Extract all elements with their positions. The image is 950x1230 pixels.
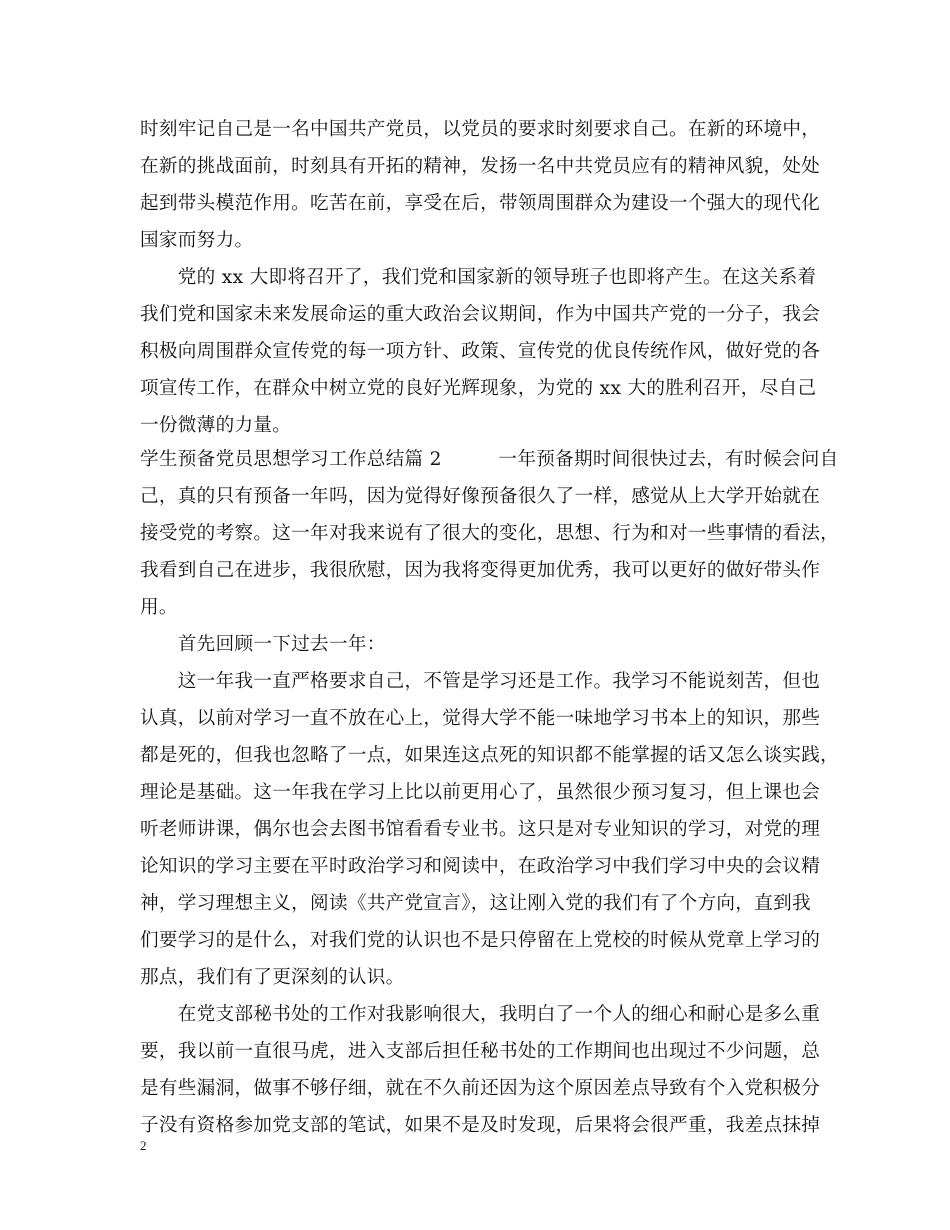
body-text-line: 在新的挑战面前，时刻具有开拓的精神，发扬一名中共党员应有的精神风貌，处处: [140, 156, 821, 177]
body-text-line: 起到带头模范作用。吃苦在前，享受在后，带领周围群众为建设一个强大的现代化: [140, 193, 821, 214]
body-text-line: 在党支部秘书处的工作对我影响很大，我明白了一个人的细心和耐心是多么重: [140, 1004, 821, 1025]
body-text-line: 一份微薄的力量。: [140, 415, 292, 436]
body-text-line: 时刻牢记自己是一名中国共产党员，以党员的要求时刻要求自己。在新的环境中，: [140, 119, 821, 140]
body-text-line: 认真，以前对学习一直不放在心上，觉得大学不能一味地学习书本上的知识，那些: [140, 708, 821, 729]
section-heading-line: 学生预备党员思想学习工作总结篇 2 一年预备期时间很快过去，有时候会问自: [140, 449, 839, 470]
body-text-line: 党的 xx 大即将召开了，我们党和国家新的领导班子也即将产生。在这关系着: [140, 267, 817, 288]
body-text-line: 子没有资格参加党支部的笔试，如果不是及时发现，后果将会很严重，我差点抹掉: [140, 1115, 821, 1136]
body-text-line: 们要学习的是什么，对我们党的认识也不是只停留在上党校的时候从党章上学习的: [140, 930, 821, 951]
body-text-line: 这一年我一直严格要求自己，不管是学习还是工作。我学习不能说刻苦，但也: [140, 671, 821, 692]
body-text-line: 接受党的考察。这一年对我来说有了很大的变化，思想、行为和对一些事情的看法，: [140, 523, 840, 544]
body-text-line: 首先回顾一下过去一年：: [140, 634, 386, 655]
body-text-line: 我们党和国家未来发展命运的重大政治会议期间，作为中国共产党的一分子，我会: [140, 304, 821, 325]
body-text-line: 要，我以前一直很马虎，进入支部后担任秘书处的工作期间也出现过不少问题，总: [140, 1041, 821, 1062]
body-text-line: 论知识的学习主要在平时政治学习和阅读中，在政治学习中我们学习中央的会议精: [140, 856, 821, 877]
body-text-line: 己，真的只有预备一年吗，因为觉得好像预备很久了一样，感觉从上大学开始就在: [140, 486, 821, 507]
body-text-line: 是有些漏洞，做事不够仔细，就在不久前还因为这个原因差点导致有个入党积极分: [140, 1078, 821, 1099]
body-text-line: 神，学习理想主义，阅读《共产党宣言》，这让刚入党的我们有了个方向，直到我: [140, 893, 811, 914]
body-text-line: 那点，我们有了更深刻的认识。: [140, 967, 405, 988]
body-text-line: 我看到自己在进步，我很欣慰，因为我将变得更加优秀，我可以更好的做好带头作: [140, 560, 821, 581]
body-text-line: 都是死的，但我也忽略了一点，如果连这点死的知识都不能掌握的话又怎么谈实践，: [140, 745, 840, 766]
body-text-line: 听老师讲课，偶尔也会去图书馆看看专业书。这只是对专业知识的学习，对党的理: [140, 819, 821, 840]
body-text-line: 理论是基础。这一年我在学习上比以前更用心了，虽然很少预习复习，但上课也会: [140, 782, 821, 803]
body-text-line: 国家而努力。: [140, 230, 254, 251]
body-text-line: 用。: [140, 597, 178, 618]
body-text-line: 积极向周围群众宣传党的每一项方针、政策、宣传党的优良传统作风，做好党的各: [140, 341, 821, 362]
page-number: 2: [140, 1138, 147, 1153]
body-text-line: 项宣传工作，在群众中树立党的良好光辉现象，为党的 xx 大的胜利召开，尽自己: [140, 378, 817, 399]
